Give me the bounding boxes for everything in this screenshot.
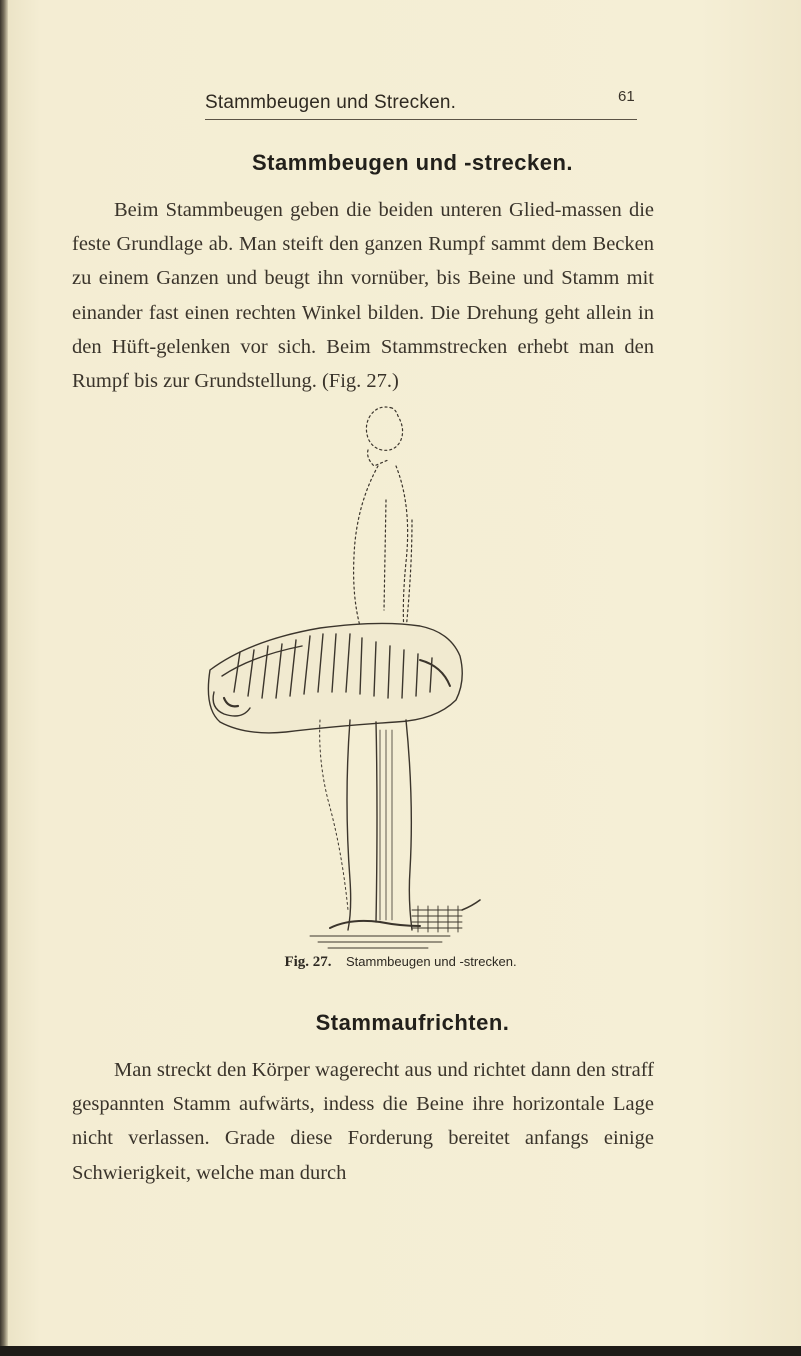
figure-caption-text: Stammbeugen und -strecken. bbox=[346, 954, 517, 969]
paragraph-stammaufrichten: Man streckt den Körper wagerecht aus und richtet dann den straff gespannten Stamm aufwärts, indess die Beine ihre horizontale Lage nicht verlassen. Grade diese Forderung bereitet anfangs einige Schwierigkeit, welche man durch bbox=[72, 1059, 654, 1184]
figure-label: Fig. 27. bbox=[284, 954, 332, 970]
figure-caption bbox=[0, 954, 801, 971]
page-bottom-edge bbox=[0, 1346, 801, 1356]
running-head: Stammbeugen und Strecken. bbox=[205, 92, 457, 113]
feet-and-floor bbox=[310, 900, 480, 948]
page-number: 61 bbox=[618, 88, 635, 105]
section-title-stammaufrichten: Stammaufrichten. bbox=[315, 1010, 510, 1035]
paragraph-stammbeugen: Beim Stammbeugen geben die beiden unteren Glied-massen die feste Grundlage ab. Man steift den ganzen Rumpf sammt dem Becken zu einem Ganzen und beugt ihn vornüber, bis Beine und Stamm mit einander fast einen rechten Winkel bilden. Die Drehung geht allein in den Hüft-gelenken vor sich. Beim Stammstrecken erhebt man den Rumpf bis zur Grundstellung. (Fig. 27.) bbox=[72, 199, 654, 393]
legs bbox=[320, 720, 412, 930]
figure-27-illustration bbox=[200, 380, 530, 950]
upright-torso-outline bbox=[354, 407, 412, 632]
header-rule bbox=[205, 119, 637, 120]
book-spine bbox=[0, 0, 8, 1356]
bent-torso bbox=[208, 623, 462, 732]
section-title-stammbeugen: Stammbeugen und -strecken. bbox=[251, 150, 574, 175]
